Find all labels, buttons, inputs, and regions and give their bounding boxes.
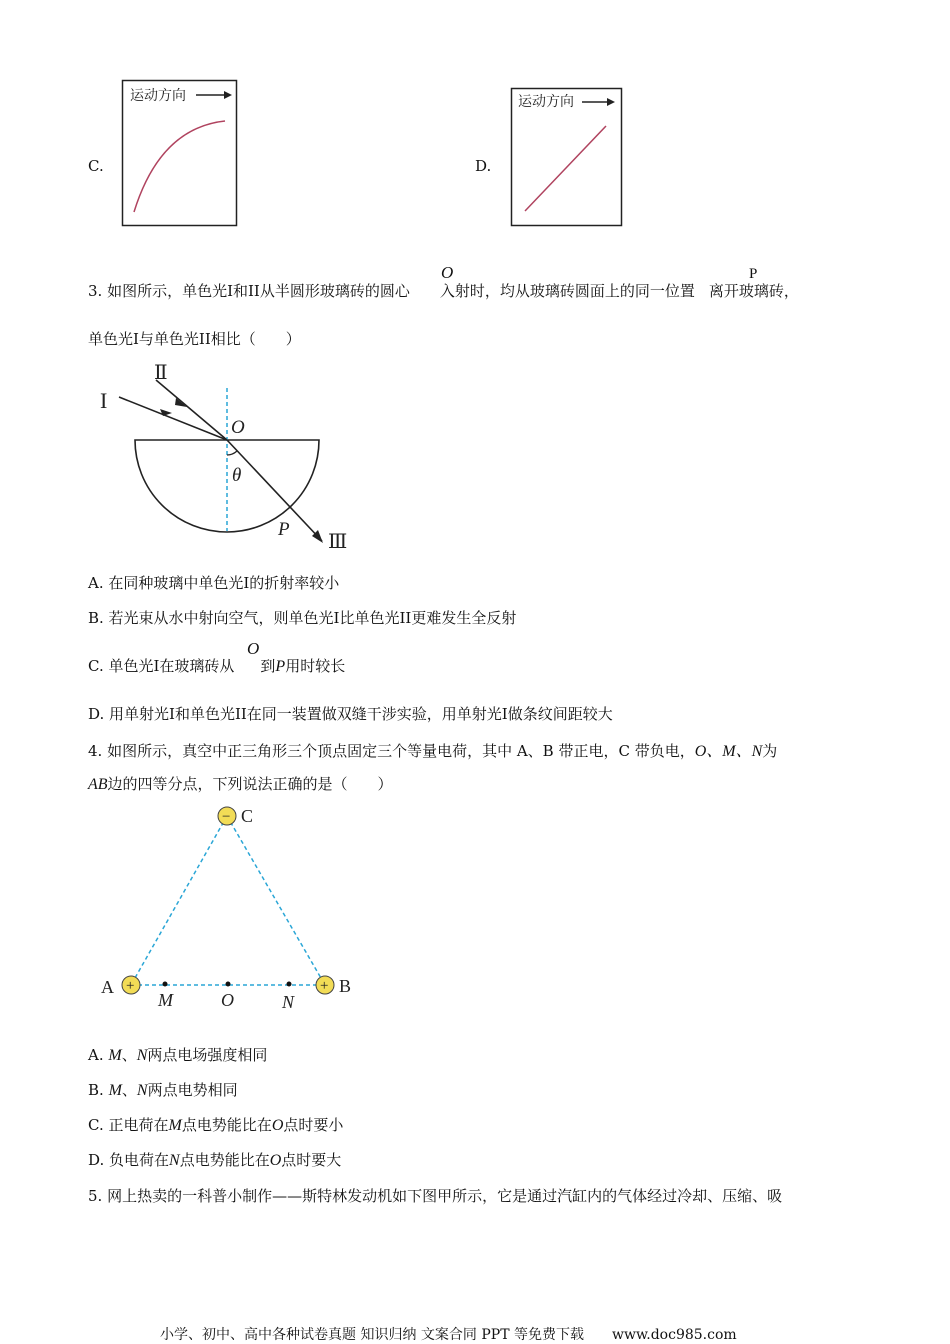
q3-option-a: A. 在同种玻璃中单色光I的折射率较小 (88, 574, 340, 592)
page-footer: 小学、初中、高中各种试卷真题 知识归纳 文案合同 PPT 等免费下载 www.doc985.com (160, 1327, 737, 1343)
charge-b-sign: + (320, 978, 329, 994)
line-d (525, 126, 606, 211)
q4-option-b: B. M、N两点电势相同 (88, 1081, 238, 1099)
option-d-label: D. (475, 157, 492, 175)
q4-option-c: C. 正电荷在M点电势能比在O点时要小 (88, 1116, 344, 1134)
option-d-graph (509, 86, 625, 228)
q3-option-c: C. 单色光I在玻璃砖从 到P用时较长 (88, 657, 346, 675)
q3-stem-line1: 3. 如图所示，单色光I和II从半圆形玻璃砖的圆心 入射时，均从玻璃砖圆面上的同一位置 离开玻璃砖， (88, 282, 799, 300)
q4-stem-line1: 4. 如图所示，真空中正三角形三个顶点固定三个等量电荷，其中 A、B 带正电，C 带负电，O、M、N为 (88, 742, 778, 760)
q5-stem-line1: 5. 网上热卖的一科普小制作——斯特林发动机如下图甲所示，它是通过汽缸内的气体经过冷却、压缩、吸 (88, 1187, 783, 1205)
charge-c-sign: − (222, 809, 231, 825)
center-label: O (231, 417, 245, 438)
label-n: N (282, 992, 295, 1012)
angle-label: θ (232, 465, 242, 486)
label-a: A (101, 977, 114, 997)
refracted-ray (227, 440, 322, 541)
charge-a-sign: + (126, 978, 135, 994)
q3-option-d: D. 用单射光I和单色光II在同一装置做双缝干涉实验，用单射光I做条纹间距较大 (88, 705, 613, 723)
motion-direction-label: 运动方向 (130, 88, 186, 104)
q3-o-symbol: O (441, 263, 454, 282)
ray-1-label: I (100, 388, 108, 413)
side-bc (227, 816, 325, 985)
point-o (226, 982, 231, 987)
direction-arrowhead (607, 98, 615, 106)
point-p-label: P (278, 519, 290, 540)
ray-2 (156, 380, 227, 440)
q3-option-b: B. 若光束从水中射向空气，则单色光I比单色光II更难发生全反射 (88, 609, 517, 627)
q3-stem-line2: 单色光I与单色光II相比（ ） (88, 330, 301, 348)
angle-arc (227, 451, 237, 455)
label-c: C (241, 806, 254, 826)
ray-3-label: Ⅲ (328, 531, 348, 553)
point-n (287, 982, 292, 987)
q3-p-symbol: P (749, 266, 758, 282)
option-c-graph (120, 78, 240, 228)
ray-2-arrow (175, 398, 187, 407)
q4-figure (96, 800, 366, 1015)
q4-option-a: A. M、N两点电场强度相同 (88, 1046, 268, 1064)
point-m (163, 982, 168, 987)
q3-figure (92, 355, 362, 555)
option-c-label: C. (88, 157, 104, 175)
motion-direction-label: 运动方向 (518, 94, 574, 110)
ray-2-label: Ⅱ (154, 362, 168, 384)
ray-1 (119, 397, 227, 440)
direction-arrowhead (224, 91, 232, 99)
curve-c (134, 121, 225, 212)
q3-c-o-symbol: O (247, 639, 260, 658)
label-o: O (221, 990, 234, 1010)
label-m: M (158, 990, 173, 1010)
ray-1-arrow (160, 409, 172, 416)
q4-stem-line2: AB边的四等分点，下列说法正确的是（ ） (88, 775, 393, 793)
side-ac (131, 816, 227, 985)
label-b: B (339, 976, 352, 996)
q4-option-d: D. 负电荷在N点电势能比在O点时要大 (88, 1151, 342, 1169)
